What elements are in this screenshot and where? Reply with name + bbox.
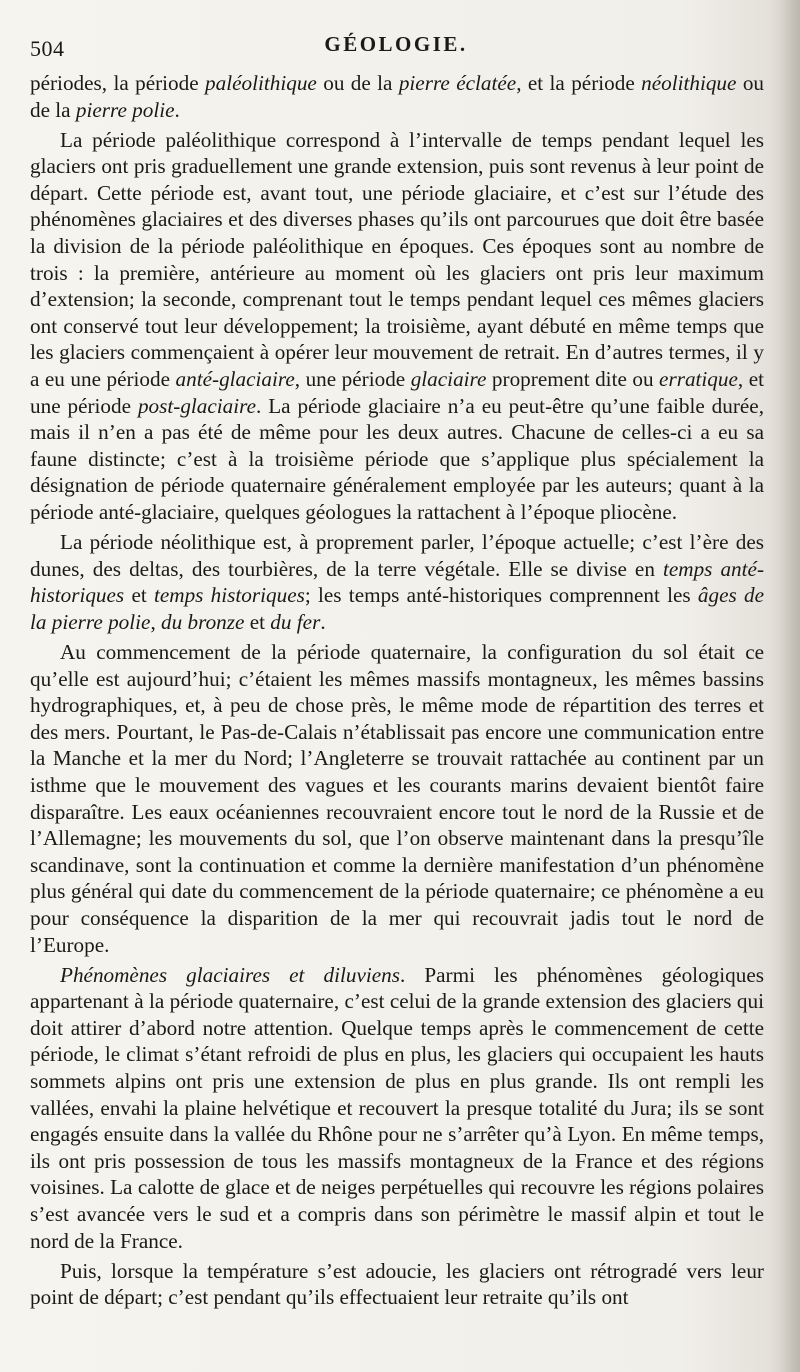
text-run: et [124,583,154,608]
text-run: . La période glaciaire n’a eu peut-être qu’une faible durée, mais il n’en a pas été de même pour les deux autres. Chacune de celles-ci a eu sa faune distincte; c’est à la troisième période que s’applique plus spécialement la désignation de période quaternaire généralement employée par les auteurs; quant à la période anté-glaciaire, quelques géologues la rattachent à l’époque pliocène. [30,393,764,524]
paragraph-configuration [30,639,764,958]
text-run: , [150,609,162,634]
text-run: proprement dite ou [486,367,660,392]
text-run: Au commencement de la période quaternaire, la configuration du sol était ce qu’elle est aujourd’hui; c’étaient les mêmes massifs montagneux, les mêmes bassins hydrographiques, et, à peu de chose près, le même mode de répartition des terres et des mers. Pourtant, le Pas-de-Calais n’établissait pas encore une communication entre la Manche et la mer du Nord; l’Angleterre se trouvait rattachée au continent par un isthme que le mouvement des vagues et les courants marins devaient bientôt faire disparaître. Les eaux océaniennes recouvraient encore tout le nord de la Russie et de l’Allemagne; les mouvements du sol, que l’on observe maintenant dans la presqu’île scandinave, sont la continuation et comme la dernière manifestation d’un phénomène plus général qui date du commencement de la période quaternaire; ce phénomène a eu pour conséquence la disparition de la mer qui recouvrait jadis tout le nord de l’Europe. [30,639,764,957]
italic-run: post-glaciaire [137,393,257,418]
text-run: . [174,97,180,122]
text-run: , une période [294,367,411,392]
body-text [30,70,764,1311]
italic-run: Phénomènes glaciaires et diluviens [60,962,400,987]
text-run: . Parmi les phénomènes géologiques appartenant à la période quaternaire, c’est celui de la grande extension des glaciers qui doit attirer d’abord notre attention. Quelque temps après le commencement de cette période, le climat s’étant refroidi de plus en plus, les glaciers qui occupaient les hauts sommets alpins ont pris une extension de plus en plus grande. Ils ont rempli les vallées, envahi la plaine helvétique et recouvert la presque totalité du Jura; ils se sont engagés ensuite dans la vallée du Rhône pour ne s’arrêter qu’à Lyon. En même temps, ils ont pris possession de tous les massifs montagneux de la France et des régions voisines. La calotte de glace et de neiges perpétuelles qui recouvre les régions polaires s’est avancée vers le sud et a compris dans son périmètre le massif alpin et tout le nord de la France. [30,962,764,1253]
page-number: 504 [30,36,65,61]
page-edge-shadow [778,0,800,1372]
text-run: ou de la [316,71,399,95]
text-run: La période néolithique est, à proprement parler, l’époque actuelle; c’est l’ère des dunes, des deltas, des tourbières, de la terre végétale. Elle se divise en [30,530,764,581]
text-run: La période paléolithique correspond à l’intervalle de temps pendant lequel les glaciers ont pris graduellement une grande extension, puis sont revenus à leur point de départ. Cette période est, avant tout, une période glaciaire, et c’est sur l’étude des phénomènes glaciaires et des diverses phases qu’ils ont parcourues que doit être basée la division de la période paléolithique en époques. Ces époques sont au nombre de trois : la première, antérieure au moment où les glaciers ont pris leur maximum d’extension; la seconde, comprenant tout le temps pendant lequel ces mêmes glaciers ont conservé tout leur développement; la troisième, ayant débuté en même temps que les glaciers commençaient à opérer leur mouvement de retrait. En d’autres termes, il y a eu une période [30,127,764,392]
paragraph-retrait [30,1258,764,1311]
italic-run: glaciaire [410,367,487,392]
italic-run: pierre éclatée [398,71,517,95]
running-title: GÉOLOGIE. [324,32,468,56]
paragraph-continuation [30,70,764,123]
text-run: et [244,609,271,634]
page-header [30,30,762,64]
text-run: . [320,609,326,634]
text-run: ou de la [30,71,764,122]
italic-run: temps historiques [154,583,305,608]
paragraph-paleolithique [30,127,764,526]
italic-run: du fer [270,609,321,634]
italic-run: anté-glaciaire [175,367,295,392]
italic-run: néolithique [641,71,737,95]
italic-run: pierre polie [75,97,175,122]
text-run: , et la période [516,71,642,95]
text-run: périodes, la période [30,71,206,95]
italic-run: temps anté-historiques [30,556,765,608]
italic-run: paléolithique [205,71,317,95]
italic-run: du bronze [161,609,245,634]
italic-run: erratique [659,367,738,392]
italic-run: âges de la pierre polie [30,583,764,634]
paragraph-neolithique [30,529,764,635]
text-run: ; les temps anté-historiques comprennent les [304,583,698,608]
text-run: , et une période [30,367,764,418]
paragraph-glaciaires [30,962,764,1255]
text-run: Puis, lorsque la température s’est adoucie, les glaciers ont rétrogradé vers leur point de départ; c’est pendant qu’ils effectuaient leur retraite qu’ils ont [30,1258,764,1310]
